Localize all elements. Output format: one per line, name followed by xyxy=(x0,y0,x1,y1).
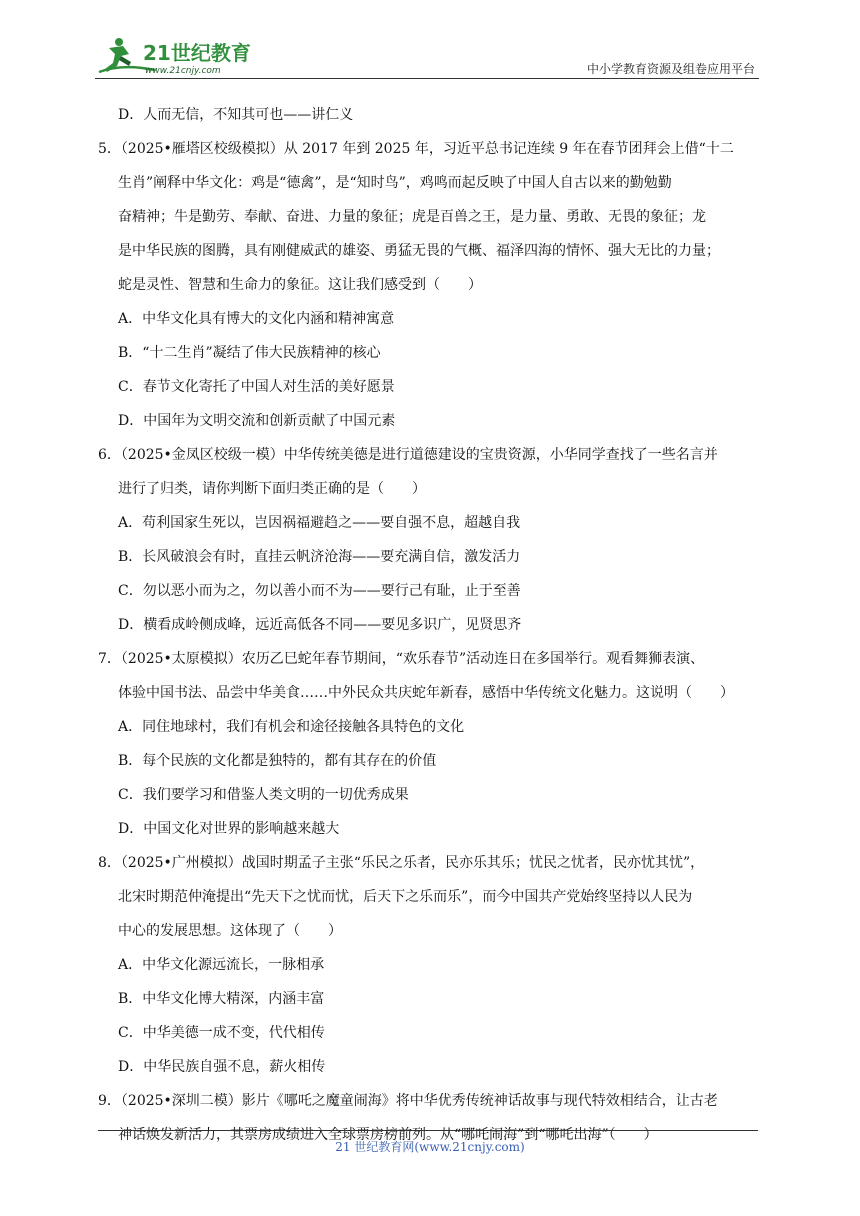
question-stem-continued: 中心的发展思想。这体现了（ ） xyxy=(118,923,342,939)
answer-option: B．中华文化博大精深，内涵丰富 xyxy=(118,991,325,1007)
question-stem: 7．（2025•太原模拟）农历乙巳蛇年春节期间，“欢乐春节”活动连日在多国举行。观看舞狮表演、 xyxy=(98,651,705,667)
question-stem-continued: 是中华民族的图腾，具有刚健威武的雄姿、勇猛无畏的气概、福泽四海的情怀、强大无比的力量； xyxy=(118,243,720,259)
answer-option: D．中国文化对世界的影响越来越大 xyxy=(118,821,340,837)
question-stem-continued: 体验中国书法、品尝中华美食……中外民众共庆蛇年新春，感悟中华传统文化魅力。这说明（ ） xyxy=(118,685,734,701)
platform-name: 中小学教育资源及组卷应用平台 xyxy=(586,62,755,76)
question-stem-continued: 北宋时期范仲淹提出“先天下之忧而忧，后天下之乐而乐”，而今中国共产党始终坚持以人民为 xyxy=(118,889,693,905)
answer-option: B．长风破浪会有时，直挂云帆济沧海——要充满自信，激发活力 xyxy=(118,549,521,565)
question-stem-continued: 神话焕发新活力，其票房成绩进入全球票房榜前列。从“哪吒闹海”到“哪吒出海”（ ） xyxy=(118,1127,658,1143)
answer-option: B．每个民族的文化都是独特的，都有其存在的价值 xyxy=(118,753,437,769)
question-stem-continued: 蛇是灵性、智慧和生命力的象征。这让我们感受到（ ） xyxy=(118,277,482,293)
logo-text: 21世纪教育 xyxy=(143,41,251,65)
answer-option: B．“十二生肖”凝结了伟大民族精神的核心 xyxy=(118,345,381,361)
question-stem: 6．（2025•金凤区校级一模）中华传统美德是进行道德建设的宝贵资源，小华同学查找了一些名言并 xyxy=(98,447,718,463)
question-stem-continued: 奋精神；牛是勤劳、奉献、奋进、力量的象征；虎是百兽之王，是力量、勇敢、无畏的象征；龙 xyxy=(118,209,706,225)
answer-option: C．春节文化寄托了中国人对生活的美好愿景 xyxy=(118,379,395,395)
answer-option: D．横看成岭侧成峰，远近高低各不同——要见多识广，见贤思齐 xyxy=(118,617,522,633)
site-logo xyxy=(95,36,265,76)
answer-option: A．中华文化具有博大的文化内涵和精神寓意 xyxy=(118,311,395,327)
question-stem: 8．（2025•广州模拟）战国时期孟子主张“乐民之乐者，民亦乐其乐；忧民之忧者，民亦忧其忧”， xyxy=(98,855,705,871)
answer-option: C．我们要学习和借鉴人类文明的一切优秀成果 xyxy=(118,787,409,803)
question-stem: 9．（2025•深圳二模）影片《哪吒之魔童闹海》将中华优秀传统神话故事与现代特效相结合，让古老 xyxy=(98,1093,718,1109)
answer-option: A．同住地球村，我们有机会和途径接触各具特色的文化 xyxy=(118,719,465,735)
logo-url: www.21cnjy.com xyxy=(145,66,221,76)
answer-option: D．中华民族自强不息，薪火相传 xyxy=(118,1059,326,1075)
question-content xyxy=(98,98,764,1152)
answer-option: D．中国年为文明交流和创新贡献了中国元素 xyxy=(118,413,396,429)
page-header xyxy=(95,30,759,82)
question-stem-continued: 生肖”阐释中华文化：鸡是“德禽”，是“知时鸟”，鸡鸣而起反映了中国人自古以来的勤勉勤 xyxy=(118,175,672,191)
question-stem: 5．（2025•雁塔区校级模拟）从 2017 年到 2025 年，习近平总书记连续 9 年在春节团拜会上借“十二 xyxy=(98,141,734,157)
answer-option: D．人而无信，不知其可也——讲仁义 xyxy=(118,107,354,123)
footer-divider xyxy=(98,1130,758,1131)
footer-source: 21 世纪教育网(www.21cnjy.com) xyxy=(335,1140,525,1154)
answer-option: A．中华文化源远流长，一脉相承 xyxy=(118,957,325,973)
answer-option: A．苟利国家生死以，岂因祸福避趋之——要自强不息，超越自我 xyxy=(118,515,521,531)
question-stem-continued: 进行了归类，请你判断下面归类正确的是（ ） xyxy=(118,481,426,497)
header-divider xyxy=(95,78,759,79)
answer-option: C．中华美德一成不变，代代相传 xyxy=(118,1025,325,1041)
answer-option: C．勿以恶小而为之，勿以善小而不为——要行己有耻，止于至善 xyxy=(118,583,521,599)
